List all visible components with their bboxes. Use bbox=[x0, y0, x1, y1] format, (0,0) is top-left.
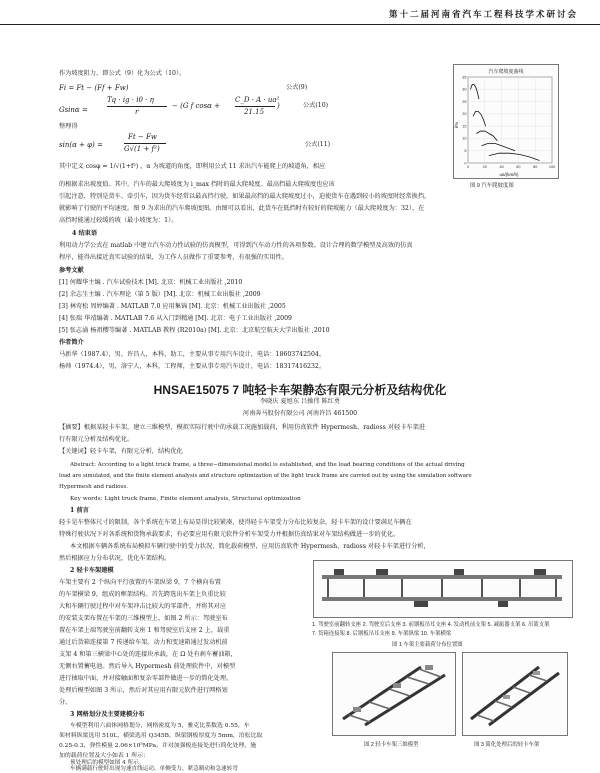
climbing-gradient-chart bbox=[454, 65, 558, 178]
x-tick-label: 40 bbox=[499, 165, 504, 169]
equation-10-fraction-bar-2 bbox=[235, 106, 275, 107]
para-line: 高挡时能通过较缓的坡（最小坡度为：1）。 bbox=[59, 217, 178, 224]
intro-line: 作为坡度阻力，即公式（9）化为公式（10）。 bbox=[59, 70, 186, 77]
equation-9: Fi = Ft − (Ff + Fw) bbox=[59, 84, 129, 92]
chart-x-label: ua/(km/h) bbox=[499, 172, 519, 177]
sec3-line: 预处理后的模型如图 4 所示。 bbox=[70, 760, 145, 766]
abstract-cn: 行有限元分析及结构优化。 bbox=[59, 436, 134, 443]
author-bio: 马新华（1987.4），男，许昌人，本科，助工，主要从事专用汽车设计，电话：18603742504。 bbox=[59, 351, 326, 358]
sec4-line: 程序，能得出接近真实试验的结果，为工作人员做作了重要参考，有很强的实用性。 bbox=[59, 254, 288, 261]
figure-1-legend: 7. 货箱连接架 8. 后钢板吊耳支座 9. 车架纵梁 10. 车架横梁 bbox=[312, 631, 452, 637]
reference-item: [1] 何耀华主编 . 汽车试验技术 [M]. 北京：机械工业出版社 ,2010 bbox=[59, 279, 243, 286]
reference-item: [3] 林莺松 周婷编著 . MATLAB 7.0 应用集锦 [M]. 北京：机械工业出版社 ,2005 bbox=[59, 303, 286, 310]
figure-3-image bbox=[462, 652, 568, 736]
reference-item: [2] 余志生主编 . 汽车理论（第 5 版）[M]. 北京：机械工业出版社 ,2009 bbox=[59, 291, 261, 298]
sec2-line: 车架主要有 2 个纵向平行放置的车架纵梁 9，7 个横向布置 bbox=[59, 579, 221, 586]
article-title: HNSAE15075 7 吨轻卡车架静态有限元分析及结构优化 bbox=[153, 383, 447, 397]
series-line-5挡 bbox=[489, 153, 539, 160]
section-2-heading: 2 轻卡车架建模 bbox=[70, 567, 114, 574]
equation-11-label: 公式(11) bbox=[305, 141, 331, 148]
figure-1-caption: 图 1 车架主要载荷分布位置图 bbox=[392, 642, 463, 648]
frame-rail-top bbox=[322, 575, 562, 579]
equation-10-close: ) bbox=[277, 102, 280, 110]
sec2-line: 无侧右置蓄电池。然后导入 Hypermesh 前处理软件中，对模型 bbox=[59, 663, 236, 670]
y-tick-label: 20 bbox=[462, 112, 467, 117]
article-affiliation: 河南奔马股份有限公司 河南许昌 461500 bbox=[242, 410, 358, 417]
series-line-4挡 bbox=[481, 143, 515, 150]
x-tick-label: 60 bbox=[516, 165, 521, 169]
sec2-line: 大和车辆行驶过程中对车架冲击比较大的零部件，并将其对应 bbox=[59, 603, 227, 610]
section-3-heading: 3 网格划分及主要建模分布 bbox=[70, 711, 145, 718]
para-line: 引起注意，特别是货车、牵引车，因为货车经常以最高挡行驶，如果最高挡的最大爬坡度过小，迫使货车在遇到较小的坡度时经常换挡， bbox=[59, 193, 431, 200]
chart-title: 汽车爬坡度曲线 bbox=[488, 69, 524, 75]
keywords-cn: 【关键词】轻卡车架，有限元分析，结构优化 bbox=[59, 448, 183, 455]
plot-area bbox=[468, 77, 552, 163]
y-tick-label: 0 bbox=[464, 161, 467, 166]
sec1-line: 轻卡是车整体尺寸的限制，各个系统在车架上布局显得比较紧凑，使得轻卡车架受力分布比较复杂，轻卡车架的设计要满足车辆在 bbox=[59, 519, 412, 526]
sec3-line: 加的载荷位置及大小如表 1 所示： bbox=[59, 753, 149, 759]
sec3-line: 车辆满载行驶时出现匀速直线运动、单侧受力、紧急制动和急速转弯 bbox=[70, 766, 238, 772]
x-tick-label: 0 bbox=[466, 165, 470, 169]
sec1-line: 本文根据车辆各系统布局模拟车辆行驶中的受力状况，简化载荷模型，应用仿真软件 Hypermesh、radioss 对轻卡车架进行分析， bbox=[70, 543, 430, 550]
sec3-line: 0.25-0.3，弹性模量 2.06×10⁵MPa。并对加强板连接处进行简化处理，施 bbox=[59, 743, 257, 749]
x-tick-label: 100 bbox=[548, 165, 556, 169]
abstract-en: load are simulated, and the finite element analysis and structure optimization of the light truck frame are carried out by using the simulation software bbox=[59, 473, 472, 479]
reference-item: [4] 张瑞 华靖编著 . MATLAB 7.6 从入门到精通 [M]. 北京：电子工业出版社 ,2009 bbox=[59, 315, 292, 322]
y-tick-label: 15 bbox=[462, 124, 467, 129]
y-tick-label: 35 bbox=[462, 75, 467, 80]
figure-9-caption: 图 9 汽车爬坡度图 bbox=[470, 183, 514, 189]
equation-10-numerator-2: C_D · A · ua² bbox=[235, 96, 280, 104]
equation-10-denominator-2: 21.15 bbox=[244, 108, 265, 116]
figure-2-caption: 图 2 轻卡车架三维模型 bbox=[364, 742, 419, 748]
sec2-line: 的车架横梁 9，组成的框架结构。首先跨选出车架上负重比较 bbox=[59, 591, 226, 598]
y-tick-label: 25 bbox=[462, 99, 467, 104]
sec2-line: 分。 bbox=[59, 699, 72, 706]
equation-10-middle: − (G f cosα + bbox=[172, 102, 220, 110]
equation-10-fraction-bar bbox=[107, 106, 167, 107]
running-header: 第十二届河南省汽车工程科技学术研讨会 bbox=[388, 10, 578, 20]
series-line-2挡 bbox=[473, 111, 486, 126]
sec2-line: 的安装支架布置在车架的三维模型上，如图 2 所示：驾驶室布 bbox=[59, 615, 228, 622]
article-authors: 李晓庆 夏旭东 吕操伟 陈红勇 bbox=[259, 398, 341, 405]
figure-1-drawing bbox=[313, 560, 573, 618]
abstract-en: Abstract: According to a light truck frame, a three−dimensional model is established, and the load bearing conditions of the actual driving bbox=[70, 462, 465, 468]
simplified-frame-model bbox=[463, 653, 567, 735]
para-line: 就影响了行驶的平均速度。图 9 为求出的汽车爬坡度图。由图可以看出，此货车在低挡时有较好的爬坡能力（最大爬坡度为：32），在 bbox=[59, 205, 425, 212]
series-line-1挡 bbox=[471, 84, 479, 99]
equation-11-lhs: sin(α + φ) = bbox=[59, 141, 103, 149]
equation-9-label: 公式(9) bbox=[286, 84, 308, 91]
equation-10-label: 公式(10) bbox=[303, 102, 329, 109]
frame-rail-bottom bbox=[322, 597, 562, 601]
header-rule bbox=[0, 24, 600, 25]
frame-load-diagram bbox=[314, 561, 572, 617]
references-heading: 参考文献 bbox=[59, 267, 84, 274]
sec4-line: 利用动力学公式在 matlab 中建立汽车动力性试验的仿真模型，可得到汽车动力性的各项参数。设计合理的数学模型及高效的仿真 bbox=[59, 242, 413, 249]
y-tick-label: 10 bbox=[462, 136, 467, 141]
abstract-cn: 【摘要】根据某轻卡车架，建立三维模型，模拟实际行驶中的承载工况施加载荷，利用仿真软件 Hypermesh、radioss 对轻卡车架进 bbox=[59, 424, 425, 431]
equation-10-numerator: Tq · ig · i0 · η bbox=[107, 96, 154, 104]
sec1-line: 特殊行驶状况下对各系统和货物承载要求，有必要应用有限元软件分析车架受力并根据仿真结果对车架结构做进一步的优化。 bbox=[59, 531, 400, 538]
chart-y-label: i/% bbox=[454, 121, 459, 129]
sec2-line: 置在车架上端驾驶室前翻转支座 1 和驾驶室后支座 2 上，载重 bbox=[59, 627, 230, 634]
sec2-line: 支架 4 和第三横梁中心处的连接块承载，在 Ω 处有刹车蓄油箱， bbox=[59, 651, 237, 658]
sec2-line: 通过后货箱连接第 7 传递给车架。动力和变速箱通过发动机前 bbox=[59, 639, 228, 646]
equation-10-lhs: Gsinα = bbox=[59, 106, 88, 114]
sec3-line: 架材料纵梁选用 510L，横梁选用 Q345B，纵梁钢板厚度为 5mm，泊松比取 bbox=[59, 733, 263, 739]
section-4-heading: 4 结束语 bbox=[72, 230, 98, 237]
equation-10-denominator: r bbox=[135, 108, 139, 116]
figure-2-image bbox=[332, 652, 456, 736]
figure-3-caption: 图 3 简化处理后的轻卡车架 bbox=[474, 742, 540, 748]
equation-11-denominator: G√(1 + f²) bbox=[124, 145, 160, 153]
reference-item: [5] 张志涌 杨祖樱等编著 . MATLAB 教程 (R2010a) [M]. 北京：北京航空航天大学出版社 ,2010 bbox=[59, 327, 330, 334]
equation-11-fraction-bar bbox=[124, 143, 166, 144]
sec3-line: 车模型利用六面体网格划分，网格密度为 5，雅克比系数选 0.55，车 bbox=[70, 723, 250, 729]
series-line-3挡 bbox=[476, 131, 497, 141]
section-1-heading: 1 前言 bbox=[70, 507, 89, 514]
y-tick-label: 30 bbox=[462, 87, 467, 92]
where-line: 其中定义 cosφ = 1/√(1+f²) ，α 为坡道的角度，即利用公式 11 求出汽车能爬上的坡道角，相应 bbox=[59, 163, 326, 170]
x-tick-label: 80 bbox=[533, 165, 538, 169]
author-bio-heading: 作者简介 bbox=[59, 339, 84, 346]
figure-1-legend: 1. 驾驶室前翻转支座 2. 驾驶室后支座 3. 前钢板吊耳支座 4. 发动机前支架 5. 减振器支架 6. 吊篮支架 bbox=[312, 622, 550, 628]
x-tick-label: 20 bbox=[482, 165, 487, 169]
abstract-en: Hypermesh and radioss. bbox=[59, 484, 129, 490]
tidy-label: 整理得 bbox=[59, 123, 78, 130]
equation-11-numerator: Ft − Fw bbox=[128, 133, 157, 141]
frame-3d-model bbox=[333, 653, 455, 735]
y-tick-label: 5 bbox=[464, 149, 467, 154]
sec2-line: 进行抽取中面，并对接触面和复杂零部件做进一步的简化处理。 bbox=[59, 675, 233, 682]
sec2-line: 处理后模型如图 3 所示，然后对其应用有限元软件进行网格划 bbox=[59, 687, 228, 694]
sec1-line: 然后根据应力分布状况，优化车架结构。 bbox=[59, 555, 171, 562]
figure-9-frame bbox=[453, 64, 559, 179]
keywords-en: Key words: Light truck frame, Finite element analysis, Structural optimization bbox=[70, 496, 301, 502]
para-line: 的根据求出坡度值。其中，汽车的最大爬坡度为 i_max 挡时的最大爬坡度。最高挡最大爬坡度也应该 bbox=[59, 181, 335, 188]
author-bio: 杨帅（1974.4），男，洛宁人，本科，工程师，主要从事专用汽车设计，电话：18317416232。 bbox=[59, 363, 326, 370]
